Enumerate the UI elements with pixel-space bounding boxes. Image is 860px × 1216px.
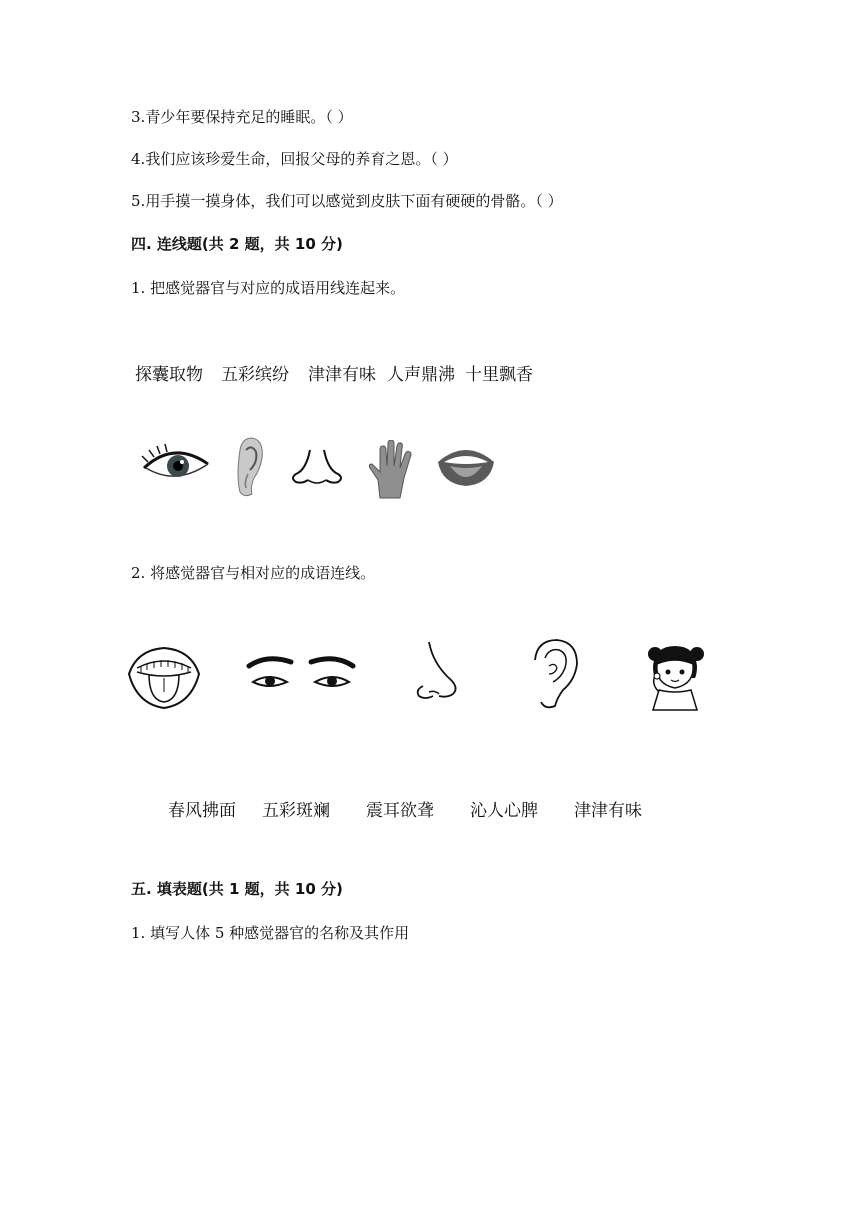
nose-icon: [288, 448, 346, 488]
hand-icon: [366, 440, 416, 500]
q1-idiom-3: 津津有味: [308, 365, 376, 385]
mouth-icon: [436, 444, 496, 488]
question-4-num: 4.: [131, 150, 146, 168]
q2-idiom-4: 沁人心脾: [470, 801, 538, 821]
question-5-num: 5.: [131, 192, 146, 210]
q1-idiom-2: 五彩缤纷: [221, 365, 289, 385]
question-4-body: 我们应该珍爱生命，回报父母的养育之恩。（ ）: [145, 150, 458, 168]
eye-icon: [140, 442, 212, 488]
q2-idiom-3: 震耳欲聋: [366, 801, 434, 821]
ear-icon: [527, 638, 581, 710]
q1-idiom-5: 十里飘香: [465, 365, 533, 385]
question-3-body: 青少年要保持充足的睡眠。（ ）: [145, 108, 353, 126]
q2-organ-row: [125, 638, 725, 718]
q2-idiom-2: 五彩斑斓: [262, 801, 330, 821]
q1-idiom-4: 人声鼎沸: [387, 365, 455, 385]
q1-idiom-1: 探囊取物: [135, 365, 203, 385]
q1-organ-row: [140, 436, 500, 506]
girl-touching-face-icon: [639, 640, 711, 712]
eyes-icon: [245, 652, 357, 696]
q2-idiom-5: 津津有味: [574, 801, 642, 821]
question-5: [131, 190, 563, 211]
section-4-question-1: 1. 把感觉器官与对应的成语用线连起来。: [131, 279, 406, 297]
section-5-title: 五. 填表题(共 1 题，共 10 分): [131, 880, 343, 898]
question-5-body: 用手摸一摸身体，我们可以感觉到皮肤下面有硬硬的骨骼。（ ）: [145, 192, 563, 210]
question-3: [131, 106, 353, 127]
section-4-question-2: 2. 将感觉器官与相对应的成语连线。: [131, 564, 376, 582]
ear-icon: [232, 436, 266, 498]
question-3-text: 3.: [131, 108, 146, 126]
mouth-icon: [127, 644, 201, 710]
q2-idiom-1: 春风拂面: [168, 801, 236, 821]
nose-icon: [407, 640, 465, 704]
question-4: [131, 148, 458, 169]
section-4-title: 四. 连线题(共 2 题，共 10 分): [131, 235, 343, 253]
section-5-question-1: 1. 填写人体 5 种感觉器官的名称及其作用: [131, 924, 410, 942]
